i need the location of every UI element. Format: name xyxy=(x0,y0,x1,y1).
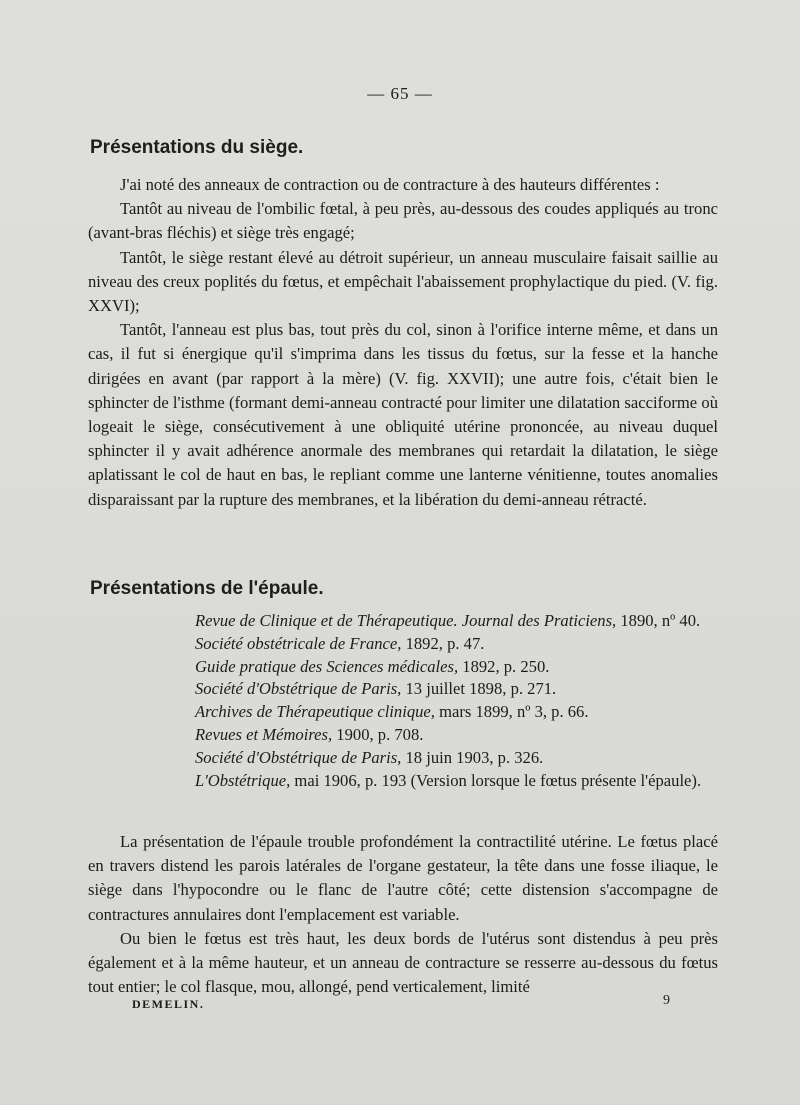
reference-title: Société d'Obstétrique de Paris, xyxy=(195,679,402,699)
reference-details: 18 juin 1903, p. 326. xyxy=(401,747,544,767)
reference-title: Revues et Mémoires, xyxy=(195,724,333,744)
reference-details: 1900, p. 708. xyxy=(332,724,424,744)
paragraph: Tantôt au niveau de l'ombilic fœtal, à peu près, au-dessous des coudes appliqués au tronc (avant-bras fléchis) et siège très engagé; xyxy=(88,199,718,243)
reference-title: Archives de Thérapeutique clinique, xyxy=(195,702,435,722)
paragraph: J'ai noté des anneaux de contraction ou de contracture à des hauteurs différentes : xyxy=(120,175,660,194)
reference-details: 13 juillet 1898, p. 271. xyxy=(401,679,557,699)
reference-item xyxy=(195,747,720,770)
reference-title: L'Obstétrique, xyxy=(195,770,291,790)
reference-details: 1892, p. 47. xyxy=(401,633,485,653)
footer-signature-mark: 9 xyxy=(663,993,670,1008)
section-epaule-body xyxy=(88,830,718,999)
paragraph: Tantôt, le siège restant élevé au détroit supérieur, un anneau musculaire faisait saillie au niveau des creux poplités du fœtus, et empêchait l'abaissement prophylactique du pied. (V. fig. XXVI); xyxy=(88,247,718,316)
reference-details: mars 1899, nº 3, p. 66. xyxy=(434,702,589,722)
reference-details: 1890, nº 40. xyxy=(616,611,701,630)
reference-list xyxy=(195,610,720,792)
footer-author: DEMELIN. xyxy=(132,997,205,1011)
reference-title: Société d'Obstétrique de Paris, xyxy=(195,747,402,767)
reference-details: 1892, p. 250. xyxy=(458,656,550,676)
section-siege-body xyxy=(88,173,718,512)
page-number: — 65 — xyxy=(367,84,433,103)
reference-details: mai 1906, p. 193 (Version lorsque le fœtus présente l'épaule). xyxy=(290,770,702,790)
reference-item xyxy=(195,770,720,793)
reference-item xyxy=(195,701,720,724)
paragraph: Ou bien le fœtus est très haut, les deux bords de l'utérus sont distendus à peu près également et à la même hauteur, et un anneau de contracture se resserre au-dessous du fœtus tout entier; le col flasque, mou, allongé, pend verticalement, limité xyxy=(88,928,718,997)
paragraph: Tantôt, l'anneau est plus bas, tout près du col, sinon à l'orifice interne même, et dans un cas, il fut si énergique qu'il s'imprima dans les tissus du fœtus, sur la fesse et la hanche dirigées en avant (par rapport à la mère) (V. fig. XXVII); une autre fois, c'était bien le sphincter de l'isthme (formant demi-anneau contracté pour limiter une dilatation sacciforme où logeait le siège, consécutivement à une obliquité utérine prononcée, au niveau duquel sphincter il y avait adhérence anormale des membranes qui retardait la dilatation, le siège aplatissant le col de haut en bas, le repliant comme une lanterne vénitienne, toutes anomalies disparaissant par la rupture des membranes, et la libération du demi-anneau rétracté. xyxy=(88,320,718,509)
reference-item xyxy=(195,633,720,656)
reference-item xyxy=(195,678,720,701)
reference-title: Société obstétricale de France, xyxy=(195,633,402,653)
reference-title: Guide pratique des Sciences médicales, xyxy=(195,656,459,676)
reference-item xyxy=(195,724,720,747)
reference-item xyxy=(195,656,720,679)
paragraph: La présentation de l'épaule trouble profondément la contractilité utérine. Le fœtus placé en travers distend les parois latérales de l'organe gestateur, la tête dans une fosse iliaque, le siège dans l'hypocondre ou le flanc de l'autre côté; cette distension s'accompagne de contractures annulaires dont l'emplacement est variable. xyxy=(88,832,718,924)
section-heading-epaule: Présentations de l'épaule. xyxy=(90,578,324,599)
reference-title: Revue de Clinique et de Thérapeutique. Journal des Praticiens, xyxy=(195,611,617,630)
reference-item xyxy=(195,610,720,633)
section-heading-siege: Présentations du siège. xyxy=(90,137,304,158)
